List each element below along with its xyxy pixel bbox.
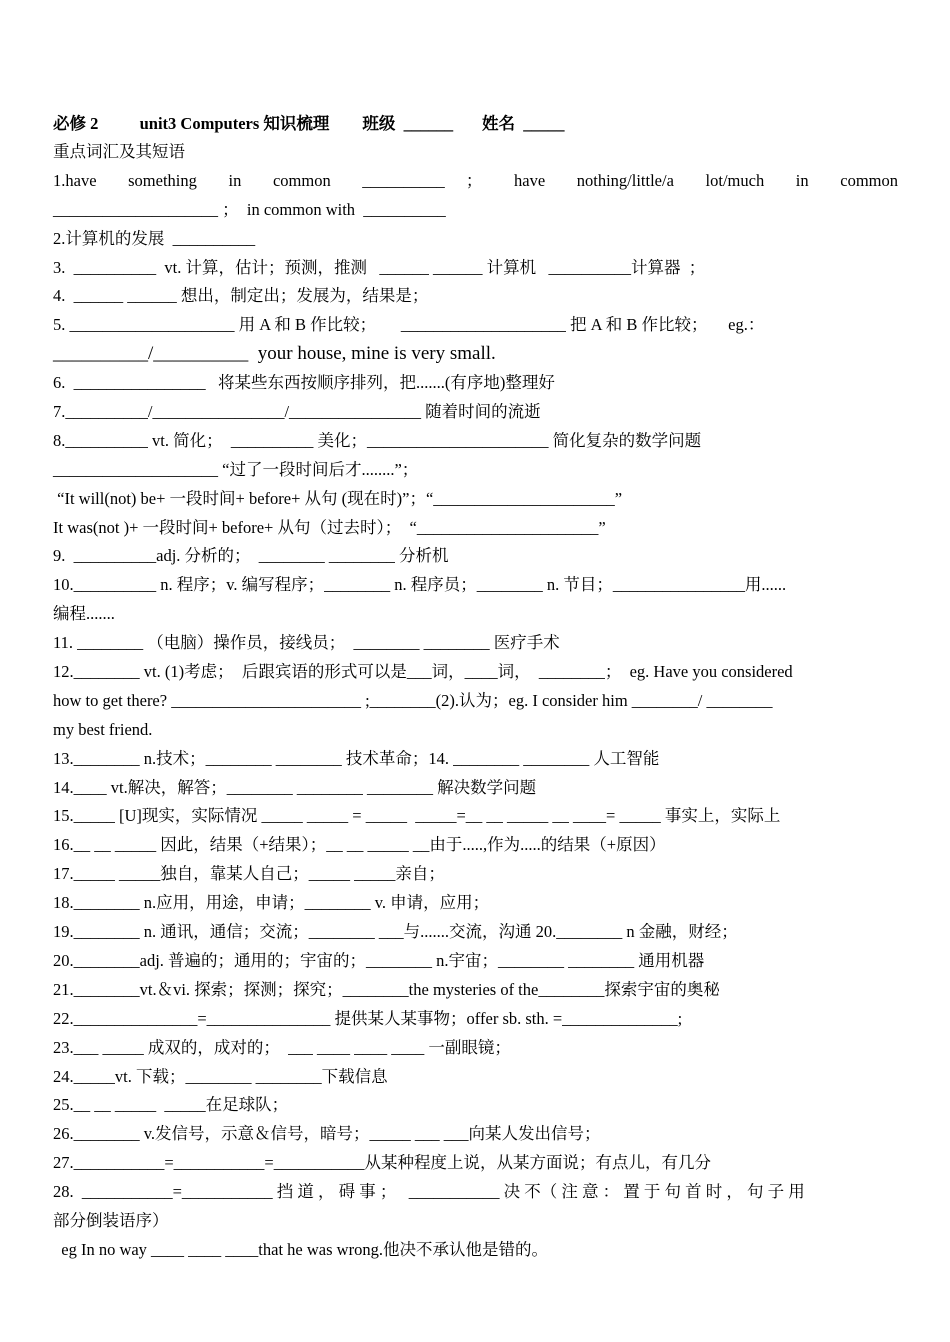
vocab-line-6: 5. ____________________ 用 A 和 B 作比较； ____________________ 把 A 和 B 作比较； eg.： — [53, 315, 765, 335]
worksheet-title: 必修 2 unit3 Computers 知识梳理 班级 ______ 姓名 _____ — [53, 114, 565, 133]
vocab-line-2: ____________________ ； in common with __________ — [53, 199, 446, 219]
vocab-line-13: It was(not )+ 一段时间+ before+ 从句（过去时）； “______________________” — [53, 517, 606, 537]
vocab-line-10: 8.__________ vt. 简化； __________ 美化；______________________ 简化复杂的数学问题 — [53, 430, 702, 450]
vocab-line-15: 10.__________ n. 程序；v. 编写程序；________ n. 程序员；________ n. 节目；________________用...... — [53, 575, 787, 595]
worksheet-page — [53, 110, 898, 1265]
vocab-line-30: 22._______________=_______________ 提供某人某事物；offer sb. sth. =______________; — [53, 1008, 683, 1028]
vocab-line-8: 6. ________________ 将某些东西按顺序排列，把.......(有序地)整理好 — [53, 373, 555, 393]
vocab-line-5: 4. ______ ______ 想出，制定出；发展为，结果是； — [53, 286, 429, 306]
vocab-line-29: 21.________vt.＆vi. 探索；探测；探究；________the mysteries of the________探索宇宙的奥秘 — [53, 979, 720, 999]
vocab-line-11: ____________________ “过了一段时间后才........”； — [53, 459, 419, 479]
vocab-line-38: eg In no way ____ ____ ____that he was wrong.他决不承认他是错的。 — [53, 1239, 548, 1259]
vocab-line-14: 9. __________adj. 分析的； ________ ________ 分析机 — [53, 546, 449, 566]
vocab-line-33: 25.__ __ _____ _____在足球队； — [53, 1095, 289, 1115]
vocab-line-21: 13.________ n.技术；________ ________ 技术革命；14. ________ ________ 人工智能 — [53, 748, 660, 768]
vocab-line-32: 24._____vt. 下载；________ ________下载信息 — [53, 1066, 388, 1086]
vocab-line-23: 15._____ [U]现实，实际情况 _____ _____ = _____ _____=__ __ _____ __ ____= _____ 事实上，实际上 — [53, 806, 781, 826]
vocab-line-3: 2.计算机的发展 __________ — [53, 228, 256, 248]
vocab-line-26: 18.________ n.应用，用途，申请；________ v. 申请，应用； — [53, 893, 490, 913]
vocab-line-9: 7.__________/________________/________________ 随着时间的流逝 — [53, 402, 541, 422]
vocab-line-25: 17._____ _____独自，靠某人自己；_____ _____亲自； — [53, 864, 445, 884]
vocab-line-16: 编程....... — [53, 604, 115, 624]
vocab-line-35: 27.___________=___________=___________从某种程度上说，从某方面说；有点儿，有几分 — [53, 1153, 711, 1173]
vocab-line-18: 12.________ vt. (1)考虑； 后跟宾语的形式可以是___词，____词， ________； eg. Have you considered — [53, 662, 793, 682]
vocab-line-7: __________/__________ your house, mine is very small. — [53, 343, 496, 365]
vocab-line-37: 部分倒装语序） — [53, 1210, 169, 1230]
vocab-line-17: 11. ________ （电脑）操作员，接线员； ________ ________ 医疗手术 — [53, 633, 560, 653]
vocab-line-34: 26.________ v.发信号，示意＆信号，暗号；_____ ___ ___向某人发出信号； — [53, 1124, 601, 1144]
vocab-line-36: 28. ___________=___________ 挡 道 ， 碍 事 ； ___________ 决 不（ 注 意 ： 置 于 句 首 时 ， 句 子 用 — [53, 1182, 805, 1202]
vocab-line-28: 20.________adj. 普遍的；通用的；宇宙的；________ n.宇宙；________ ________ 通用机器 — [53, 950, 705, 970]
vocab-line-27: 19.________ n. 通讯，通信；交流；________ ___与.......交流，沟通 20.________ n 金融，财经； — [53, 922, 738, 942]
vocab-line-24: 16.__ __ _____ 因此，结果（+结果）；__ __ _____ __由于.....,作为.....的结果（+原因） — [53, 835, 666, 855]
vocab-line-19: how to get there? _______________________ ;________(2).认为；eg. I consider him ________/ ________ — [53, 690, 773, 710]
vocab-line-1: 1.have something in common __________ ； have nothing/little/a lot/much in common — [53, 170, 898, 190]
vocab-line-4: 3. __________ vt. 计算，估计；预测，推测 ______ ______ 计算机 __________计算器 ； — [53, 257, 706, 277]
vocab-line-20: my best friend. — [53, 719, 153, 739]
vocab-line-12: “It will(not) be+ 一段时间+ before+ 从句 (现在时)”；“______________________” — [53, 488, 623, 508]
vocab-line-31: 23.___ _____ 成双的，成对的； ___ ____ ____ ____ 一副眼镜； — [53, 1037, 511, 1057]
vocab-line-22: 14.____ vt.解决，解答；________ ________ ________ 解决数学问题 — [53, 777, 537, 797]
section-heading: 重点词汇及其短语 — [53, 142, 185, 161]
